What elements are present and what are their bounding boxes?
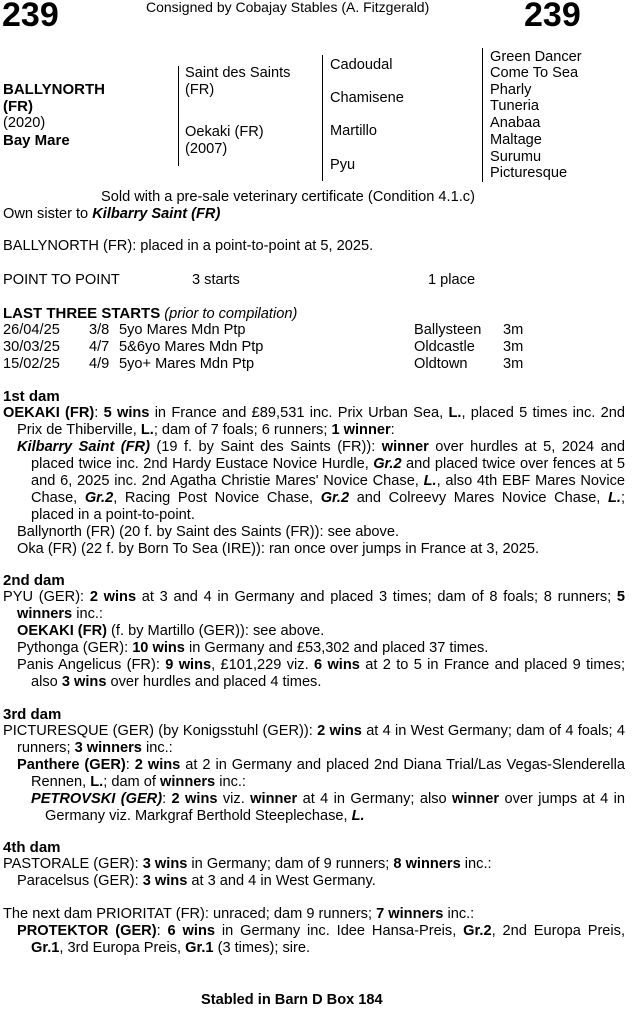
great-grandparent-1: Green Dancer — [490, 49, 582, 65]
pedigree-divider-2 — [322, 55, 323, 181]
horse-year: (2020) — [3, 115, 46, 131]
sibling-prefix: Own sister to — [3, 206, 93, 222]
ptp-places: 1 place — [428, 272, 476, 288]
pedigree-divider-3 — [482, 48, 483, 182]
lot-number-right: 239 — [524, 0, 581, 34]
horse-description: Bay Mare — [3, 132, 70, 149]
great-grandparent-4: Tuneria — [490, 98, 539, 114]
first-dam-text: OEKAKI (FR): 5 wins in France and £89,531 inc. Prix Urban Sea, L., placed 5 times inc. 2nd Prix de Thiberville, L.; dam of 7 foals; 6 runners; 1 winner: Kilbarry Saint (FR) (19 f. by Saint des Saints (FR)): winner over hurdles at 5, 2024 and placed twice inc. 2nd Hardy Eustace Novice Hurdle, Gr.2 and placed twice over fences at 5 and 6, 2025 inc. 2nd Agatha Christie Mares' Novice Chase, L., also 4th EBF Mares Novice Chase, Gr.2, Racing Post Novice Chase, Gr.2 and Colreevy Mares Novice Chase, L.; placed in a point-to-point. Ballynorth (FR) (20 f. by Saint des Saints (FR)): see above. Oka (FR) (22 f. by Born To Sea (IRE)): ran once over jumps in France at 3, 2025. — [3, 405, 626, 557]
horse-country: (FR) — [3, 98, 33, 115]
fourth-dam-heading: 4th dam — [3, 839, 61, 856]
second-dam-text: PYU (GER): 2 wins at 3 and 4 in Germany and placed 3 times; dam of 8 foals; 8 runners; 5 winners inc.: OEKAKI (FR) (f. by Martillo (GER)): see above. Pythonga (GER): 10 wins in Germany and £53,302 and placed 37 times. Panis Angelicus (FR): 9 wins, £101,229 viz. 6 wins at 2 to 5 in France and placed 9 times; also 3 wins over hurdles and placed 4 times. — [3, 589, 626, 690]
granddam-2: Pyu — [330, 157, 356, 173]
grandsire-1: Cadoudal — [330, 57, 393, 73]
sibling-name: Kilbarry Saint (FR) — [92, 206, 221, 222]
start-venue: Ballysteen — [414, 322, 482, 338]
ptp-starts: 3 starts — [192, 272, 240, 288]
start-date: 26/04/25 — [3, 322, 60, 338]
start-distance: 3m — [503, 339, 524, 355]
fourth-dam-text: PASTORALE (GER): 3 wins in Germany; dam of 9 runners; 8 winners inc.: Paracelsus (GER): 3 wins at 3 and 4 in West Germany. — [3, 856, 492, 889]
great-grandparent-5: Anabaa — [490, 115, 541, 131]
last-starts-note: (prior to compilation) — [164, 306, 298, 322]
start-date: 15/02/25 — [3, 356, 60, 372]
start-venue: Oldtown — [414, 356, 468, 372]
start-venue: Oldcastle — [414, 339, 475, 355]
great-grandparent-3: Pharly — [490, 82, 532, 98]
great-grandparent-6: Maltage — [490, 132, 542, 148]
start-position: 4/9 — [89, 356, 110, 372]
start-position: 3/8 — [89, 322, 110, 338]
granddam-1: Chamisene — [330, 90, 404, 106]
sire-name: Saint des Saints — [185, 65, 291, 81]
great-grandparent-8: Picturesque — [490, 165, 568, 181]
stabling-footer: Stabled in Barn D Box 184 — [201, 992, 383, 1008]
dam-suffix: (2007) — [185, 141, 228, 157]
last-starts-heading — [3, 305, 297, 323]
start-race: 5yo Mares Mdn Ptp — [119, 322, 246, 338]
great-grandparent-2: Come To Sea — [490, 65, 579, 81]
last-starts-title: LAST THREE STARTS — [3, 305, 161, 322]
start-distance: 3m — [503, 356, 524, 372]
grandsire-2: Martillo — [330, 123, 378, 139]
sire-suffix: (FR) — [185, 82, 215, 98]
ptp-label: POINT TO POINT — [3, 272, 120, 288]
lot-number-left: 239 — [2, 0, 59, 34]
consignor: Consigned by Cobajay Stables (A. Fitzgerald) — [146, 0, 430, 15]
first-dam-heading: 1st dam — [3, 388, 60, 405]
horse-name: BALLYNORTH — [3, 81, 105, 98]
sibling-note — [3, 206, 220, 223]
start-distance: 3m — [503, 322, 524, 338]
start-race: 5yo+ Mares Mdn Ptp — [119, 356, 255, 372]
next-dam-text: The next dam PRIORITAT (FR): unraced; dam 9 runners; 7 winners inc.: PROTEKTOR (GER): 6 wins in Germany inc. Idee Hansa-Preis, Gr.2, 2nd Europa Preis, Gr.1, 3rd Europa Preis, Gr.1 (3 times); sire. — [3, 906, 626, 956]
third-dam-text: PICTURESQUE (GER) (by Konigsstuhl (GER)): 2 wins at 4 in West Germany; dam of 4 foals; 4 runners; 3 winners inc.: Panthere (GER): 2 wins at 2 in Germany and placed 2nd Diana Trial/Las Vegas-Slenderella Rennen, L.; dam of winners inc.: PETROVSKI (GER): 2 wins viz. winner at 4 in Germany; also winner over jumps at 4 in Germany viz. Markgraf Berthold Steeplechase, L. — [3, 723, 626, 824]
summary: BALLYNORTH (FR): placed in a point-to-point at 5, 2025. — [3, 238, 374, 254]
dam-name: Oekaki (FR) — [185, 124, 264, 140]
third-dam-heading: 3rd dam — [3, 706, 62, 723]
pedigree-divider-1 — [178, 66, 179, 166]
start-date: 30/03/25 — [3, 339, 60, 355]
sale-note: Sold with a pre-sale veterinary certificate (Condition 4.1.c) — [101, 189, 475, 205]
second-dam-heading: 2nd dam — [3, 572, 65, 589]
start-position: 4/7 — [89, 339, 110, 355]
great-grandparent-7: Surumu — [490, 149, 542, 165]
start-race: 5&6yo Mares Mdn Ptp — [119, 339, 264, 355]
